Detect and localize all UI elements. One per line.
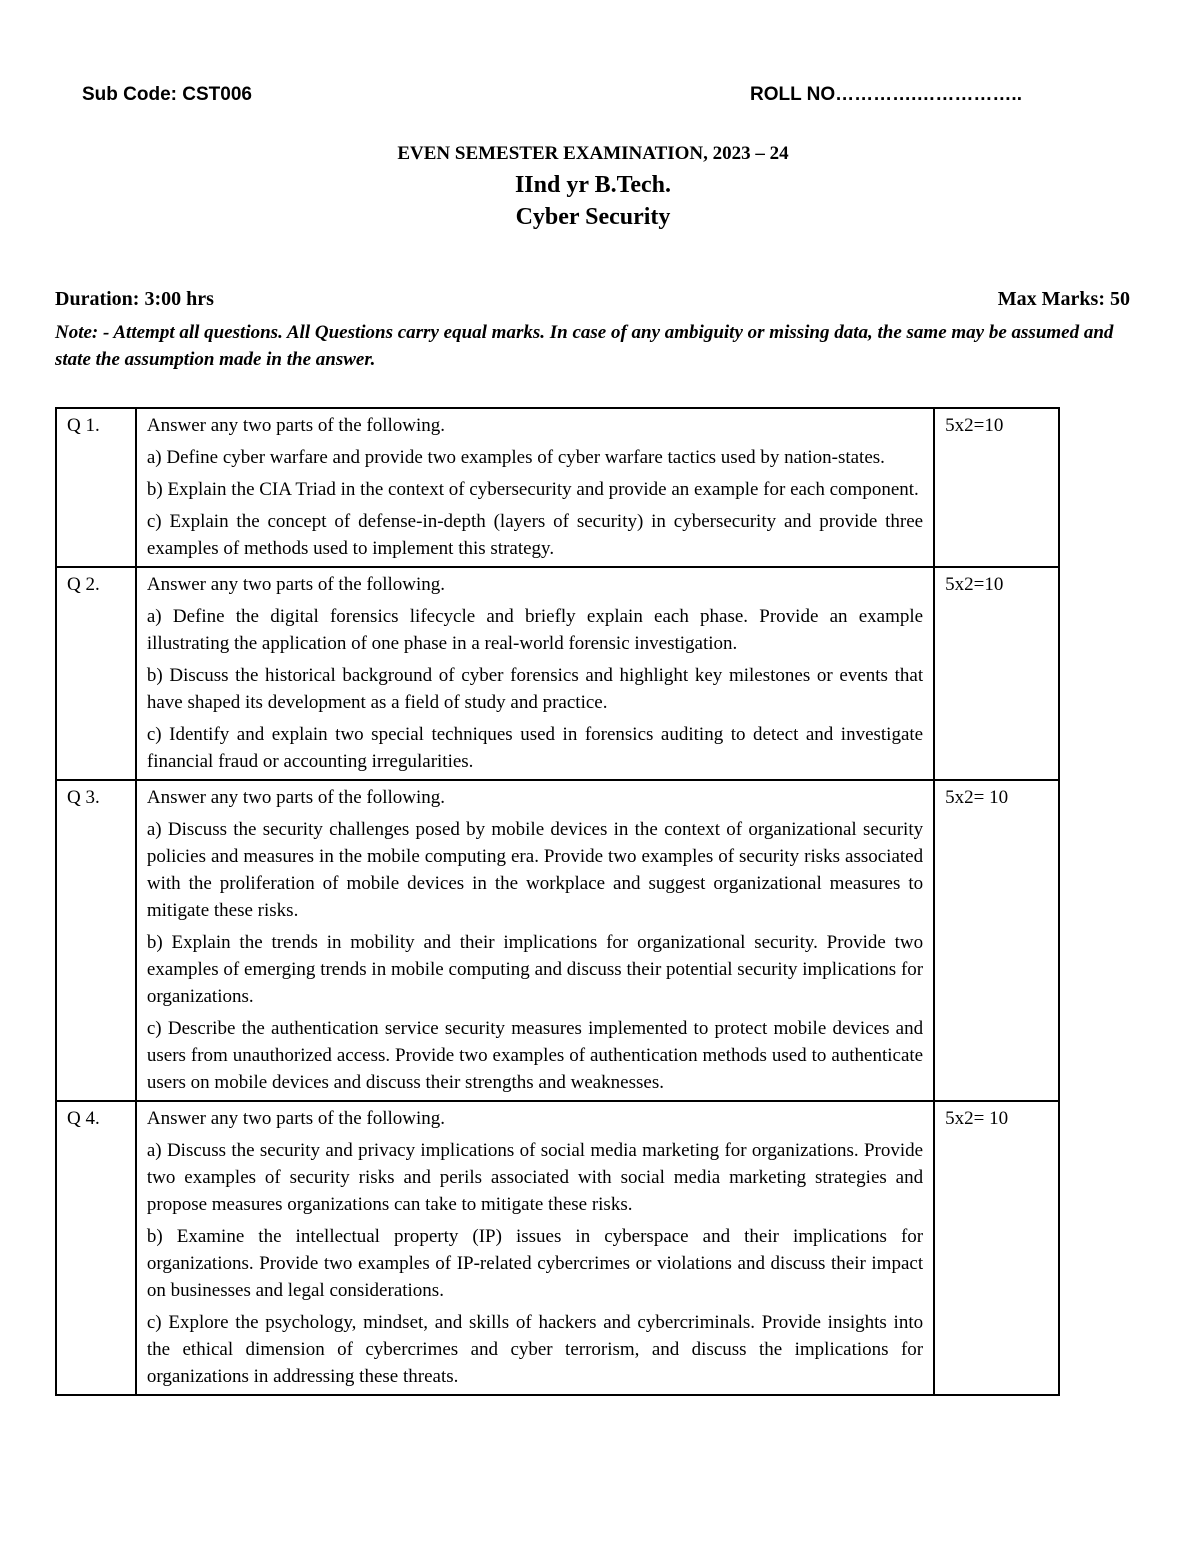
question-row (56, 1101, 1059, 1395)
question-instruction: Answer any two parts of the following. (146, 574, 446, 595)
questions-table (55, 407, 1060, 1396)
course-year: IInd yr B.Tech. (514, 172, 672, 198)
question-number: Q 4. (56, 1101, 136, 1395)
question-number: Q 1. (56, 408, 136, 567)
question-marks: 5x2=10 (934, 408, 1059, 567)
question-part: b) Discuss the historical background of cyber forensics and highlight key milestones or events that have shaped its development as a field of study and practice. (146, 665, 924, 713)
question-part: a) Define cyber warfare and provide two examples of cyber warfare tactics used by nation-states. (146, 447, 885, 468)
subject-code: Sub Code: CST006 (82, 84, 252, 105)
exam-duration: Duration: 3:00 hrs (55, 288, 214, 310)
question-row (56, 567, 1059, 780)
question-instruction: Answer any two parts of the following. (146, 415, 446, 436)
question-body (136, 780, 934, 1101)
question-part: b) Examine the intellectual property (IP) issues in cyberspace and their implications for organizations. Provide two examples of IP-related cybercrimes or violations and discuss their impact on businesses and legal considerations. (146, 1226, 924, 1301)
question-instruction: Answer any two parts of the following. (146, 1108, 446, 1129)
question-part: c) Identify and explain two special techniques used in forensics auditing to detect and investigate financial fraud or accounting irregularities. (146, 724, 924, 772)
roll-number-field: ROLL NO………….…………….. (750, 84, 1022, 105)
question-part: c) Explain the concept of defense-in-depth (layers of security) in cybersecurity and provide three examples of methods used to implement this strategy. (146, 511, 924, 559)
question-instruction: Answer any two parts of the following. (146, 787, 446, 808)
question-part: b) Explain the CIA Triad in the context of cybersecurity and provide an example for each component. (146, 479, 919, 500)
question-marks: 5x2=10 (934, 567, 1059, 780)
question-part: a) Discuss the security challenges posed by mobile devices in the context of organizational security policies and measures in the mobile computing era. Provide two examples of security risks associated with the proliferation of mobile devices in the workplace and suggest organizational measures to mitigate these risks. (146, 819, 924, 921)
question-row (56, 780, 1059, 1101)
question-part: a) Define the digital forensics lifecycle and briefly explain each phase. Provide an example illustrating the application of one phase in a real-world forensic investigation. (146, 606, 924, 654)
course-subject: Cyber Security (515, 204, 671, 230)
max-marks: Max Marks: 50 (997, 288, 1130, 310)
question-part: c) Explore the psychology, mindset, and skills of hackers and cybercriminals. Provide insights into the ethical dimension of cybercrimes and cyber terrorism, and discuss the implications for organizations in addressing these threats. (146, 1312, 924, 1387)
question-number: Q 2. (56, 567, 136, 780)
question-part: b) Explain the trends in mobility and their implications for organizational security. Provide two examples of emerging trends in mobile computing and discuss their potential security implications for organizations. (146, 932, 924, 1007)
question-marks: 5x2= 10 (934, 780, 1059, 1101)
question-body (136, 1101, 934, 1395)
question-body (136, 567, 934, 780)
question-number: Q 3. (56, 780, 136, 1101)
question-row (56, 408, 1059, 567)
question-body (136, 408, 934, 567)
question-part: a) Discuss the security and privacy implications of social media marketing for organizations. Provide two examples of security risks and perils associated with social media marketing strategies and propose measures organizations can take to mitigate these risks. (146, 1140, 924, 1215)
exam-title: EVEN SEMESTER EXAMINATION, 2023 – 24 (397, 143, 789, 164)
question-marks: 5x2= 10 (934, 1101, 1059, 1395)
question-part: c) Describe the authentication service security measures implemented to protect mobile devices and users from unauthorized access. Provide two examples of authentication methods used to authenticate users on mobile devices and discuss their strengths and weaknesses. (146, 1018, 924, 1093)
exam-note: Note: - Attempt all questions. All Questions carry equal marks. In case of any ambiguity or missing data, the same may be assumed and state the assumption made in the answer. (55, 322, 1114, 370)
